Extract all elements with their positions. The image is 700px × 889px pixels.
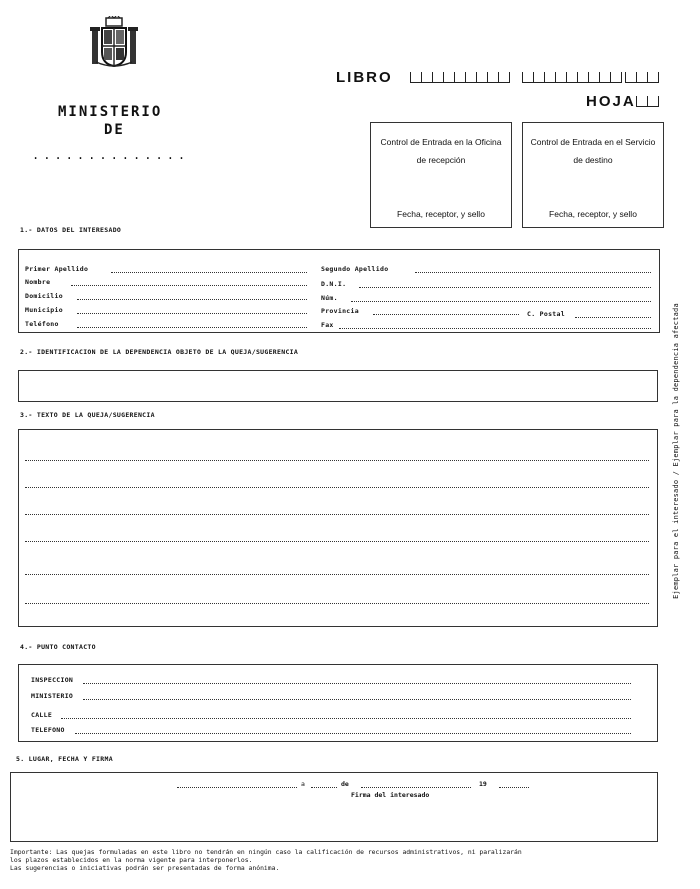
contacto-box [18, 664, 658, 742]
dni-field[interactable] [359, 287, 651, 288]
text-line [25, 541, 649, 542]
firma-de-label: de [341, 780, 349, 788]
footer-line: Importante: Las quejas formuladas en este libro no tendrán en ningún caso la calificación de recursos administrativos, ni paralizarán [10, 848, 522, 856]
section-2-title: 2.- IDENTIFICACION DE LA DEPENDENCIA OBJETO DE LA QUEJA/SUGERENCIA [20, 348, 299, 356]
queja-text-box[interactable] [18, 429, 658, 627]
control-box-footer: Fecha, receptor, y sello [397, 209, 485, 219]
calle-label: CALLE [31, 711, 53, 719]
dia-field[interactable] [311, 787, 337, 788]
ministerio-field[interactable] [83, 699, 631, 700]
hoja-label: HOJA [586, 93, 636, 110]
calle-field[interactable] [61, 718, 631, 719]
libro-label: LIBRO [336, 69, 393, 86]
fax-label: Fax [321, 321, 334, 329]
text-line [25, 514, 649, 515]
ministry-name-blank: .............. [32, 148, 190, 162]
datos-box [18, 249, 660, 333]
firma-interesado-label: Firma del interesado [351, 791, 430, 799]
num-label: Núm. [321, 294, 338, 302]
municipio-label: Municipio [25, 306, 63, 314]
nombre-field[interactable] [71, 285, 307, 286]
libro-cells-3[interactable] [625, 72, 659, 83]
primer-apellido-field[interactable] [111, 272, 307, 273]
control-box-destino [522, 122, 664, 228]
primer-apellido-label: Primer Apellido [25, 265, 89, 273]
dependencia-field[interactable] [18, 370, 658, 402]
firma-year-label: 19 [479, 780, 487, 788]
segundo-apellido-label: Segundo Apellido [321, 265, 389, 273]
cpostal-field[interactable] [575, 317, 651, 318]
libro-cells-2[interactable] [522, 72, 622, 83]
ministry-de: DE [104, 122, 125, 138]
control-box-recepcion [370, 122, 512, 228]
section-5-title: 5. LUGAR, FECHA Y FIRMA [16, 755, 113, 763]
copy-designation [669, 293, 683, 609]
section-3-title: 3.- TEXTO DE LA QUEJA/SUGERENCIA [20, 411, 155, 419]
municipio-field[interactable] [77, 313, 307, 314]
firma-a-label: a [301, 780, 305, 788]
text-line [25, 603, 649, 604]
text-line [25, 487, 649, 488]
provincia-field[interactable] [373, 314, 519, 315]
domicilio-label: Domicilio [25, 292, 63, 300]
nombre-label: Nombre [25, 278, 51, 286]
cpostal-label: C. Postal [527, 310, 565, 318]
telefono-contacto-label: TELEFONO [31, 726, 65, 734]
ministerio-label: MINISTERIO [31, 692, 74, 700]
hoja-cells[interactable] [636, 96, 659, 107]
firma-box [10, 772, 658, 842]
text-line [25, 574, 649, 575]
fax-field[interactable] [339, 328, 651, 329]
dni-label: D.N.I. [321, 280, 347, 288]
domicilio-field[interactable] [77, 299, 307, 300]
section-4-title: 4.- PUNTO CONTACTO [20, 643, 96, 651]
control-box-footer: Fecha, receptor, y sello [549, 209, 637, 219]
telefono-contacto-field[interactable] [75, 733, 631, 734]
footer-line: los plazos establecidos en la norma vigente para interponerlos. [10, 856, 253, 864]
mes-field[interactable] [361, 787, 471, 788]
ministry-title: MINISTERIO [58, 104, 163, 120]
control-box-title: Control de Entrada en la Oficina de recepción [380, 137, 502, 165]
lugar-field[interactable] [177, 787, 297, 788]
footer-notice [10, 848, 690, 872]
inspeccion-label: INSPECCION [31, 676, 74, 684]
provincia-label: Provincia [321, 307, 359, 315]
segundo-apellido-field[interactable] [415, 272, 651, 273]
control-box-title: Control de Entrada en el Servicio de destino [530, 137, 656, 165]
text-line [25, 460, 649, 461]
inspeccion-field[interactable] [83, 683, 631, 684]
copy-designation-text: Ejemplar para el interesado / Ejemplar para la dependencia afectada [672, 303, 680, 599]
anio-field[interactable] [499, 787, 529, 788]
libro-cells-1[interactable] [410, 72, 510, 83]
telefono-label: Teléfono [25, 320, 59, 328]
footer-line: Las sugerencias o iniciativas podrán ser presentadas de forma anónima. [10, 864, 280, 872]
num-field[interactable] [351, 301, 651, 302]
telefono-field[interactable] [77, 327, 307, 328]
section-1-title: 1.- DATOS DEL INTERESADO [20, 226, 122, 234]
coat-of-arms-icon [88, 16, 140, 68]
